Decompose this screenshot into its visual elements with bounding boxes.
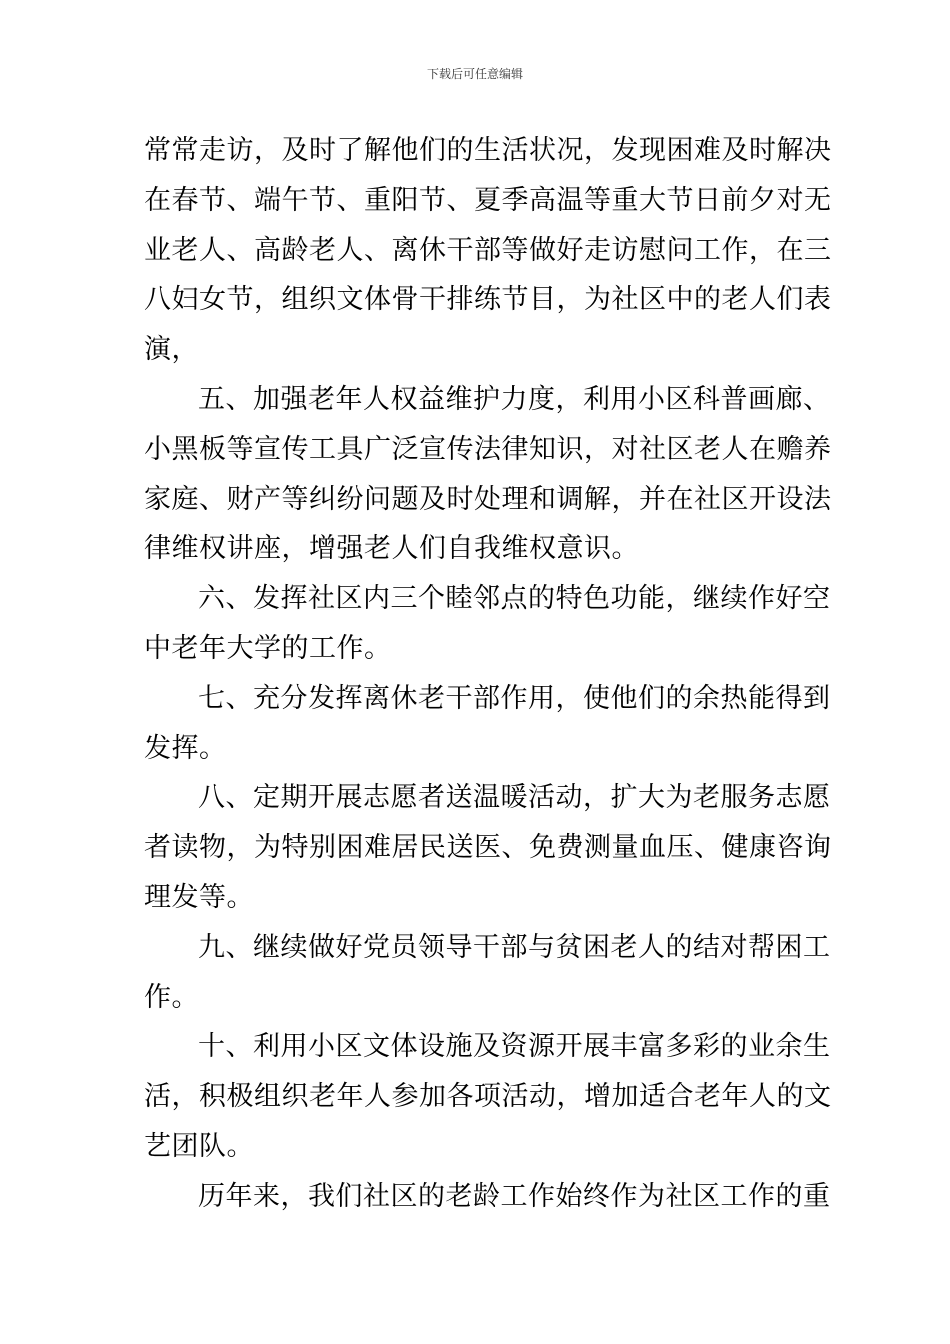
paragraph-5-line-3: 理发等。 <box>144 881 254 913</box>
document-body <box>144 126 832 1222</box>
paragraph-4-line-2: 发挥。 <box>144 732 227 764</box>
paragraph-1-line-2: 在春节、端午节、重阳节、夏季高温等重大节日前夕对无 <box>144 184 832 216</box>
header-note: 下载后可任意编辑 <box>426 67 523 81</box>
paragraph-2-line-4: 律维权讲座，增强老人们自我维权意识。 <box>144 533 639 565</box>
paragraph-1-line-1: 常常走访，及时了解他们的生活状况，发现困难及时解决 <box>144 135 832 166</box>
paragraph-7-line-3: 艺团队。 <box>144 1130 254 1162</box>
paragraph-8-line-1: 历年来，我们社区的老龄工作始终作为社区工作的重 <box>198 1180 831 1212</box>
paragraph-2-line-2: 小黑板等宣传工具广泛宣传法律知识，对社区老人在赡养 <box>144 433 832 465</box>
paragraph-1-line-3: 业老人、高龄老人、离休干部等做好走访慰问工作，在三 <box>144 234 832 266</box>
paragraph-1-line-4: 八妇女节，组织文体骨干排练节目，为社区中的老人们表 <box>144 284 832 316</box>
paragraph-7-line-2: 活，积极组织老年人参加各项活动，增加适合老年人的文 <box>144 1081 832 1113</box>
paragraph-3-line-2: 中老年大学的工作。 <box>144 632 392 664</box>
paragraph-3-line-1: 六、发挥社区内三个睦邻点的特色功能，继续作好空 <box>198 583 831 615</box>
paragraph-2-line-3: 家庭、财产等纠纷问题及时处理和调解，并在社区开设法 <box>144 483 832 515</box>
paragraph-6-line-1: 九、继续做好党员领导干部与贫困老人的结对帮困工 <box>198 931 831 963</box>
paragraph-2-line-1: 五、加强老年人权益维护力度，利用小区科普画廊、 <box>198 383 831 415</box>
paragraph-5-line-1: 八、定期开展志愿者送温暖活动，扩大为老服务志愿 <box>198 782 831 814</box>
paragraph-7-line-1: 十、利用小区文体设施及资源开展丰富多彩的业余生 <box>198 1031 831 1063</box>
paragraph-5-line-2: 者读物，为特别困难居民送医、免费测量血压、健康咨询 <box>144 832 832 864</box>
paragraph-6-line-2: 作。 <box>144 981 199 1013</box>
paragraph-1-line-5: 演， <box>144 334 199 366</box>
paragraph-4-line-1: 七、充分发挥离休老干部作用，使他们的余热能得到 <box>198 682 831 714</box>
